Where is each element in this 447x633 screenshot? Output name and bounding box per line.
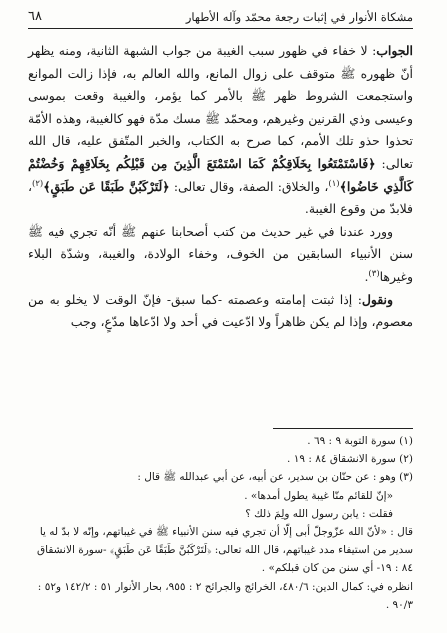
footnote-ref: (١) xyxy=(328,178,340,189)
answer-text: : لا خفاء في ظهور سبب الغيبة من جواب الشبهة الثانية، ومنه يظهر أنّ ظهوره ﷺ متوقف على زوال المانع، والله العالم به، فإذا زالت الموانع واستجمعت الشروط ظهر ﷺ بالأمر كما يؤمر، والغيبة وقعت بموسى وعيسى وذي القرنين وغيرهم، ومحمّد ﷺ مسك مدّة فهو كالغيبة، وهذه الأمّة تحذوا حذو تلك الأمم، كما صرح به الكتاب، والخبر المتّفق عليه، قال الله تعالى: xyxy=(28,43,413,171)
footnote-3-quote: «إنّ للقائم منّا غيبة يطول أمدها» . xyxy=(244,489,393,502)
footnote-3-answer: قال : «لأنّ الله عزّوجلّ أبى إلّا أن تجري فيه سنن الأنبياء ﷺ في غيباتهم، وإنّه لا بدّ له يا سدير من استيفاء مدد غيباتهم، قال الله تعالى: ﴿لَتَرْكَبُنَّ طَبَقًا عَن طَبَقٍ﴾ -سورة الانشقاق ٨٤ : ١٩- أي سنن من كان قبلكم» . xyxy=(37,526,413,575)
answer-text-mid: ، والخلاق: الصفة، وقال تعالى: xyxy=(173,178,329,194)
answer-text-end: ، فلابدّ من وقوع الغيبة. xyxy=(28,178,413,217)
page-header xyxy=(28,8,413,26)
footnote-3-question: فقلت : يابن رسول الله ولِمَ ذلك ؟ xyxy=(245,507,393,520)
we-say-lead: ونقول xyxy=(361,291,393,307)
footnote-2: (٢) سورة الانشقاق ٨٤ : ١٩ . xyxy=(287,453,413,466)
main-text xyxy=(28,40,413,334)
narrations-end: . xyxy=(364,268,369,284)
paragraph-answer xyxy=(28,40,413,221)
answer-lead: الجواب xyxy=(376,43,413,58)
footnote-rule xyxy=(273,428,413,429)
footnotes xyxy=(28,432,413,614)
quran-quote: ﴿لَتَرْكَبُنَّ طَبَقًا عَن طَبَقٍ﴾ xyxy=(43,178,170,194)
page-number: ٦٨ xyxy=(28,9,42,24)
footnote-ref: (٢) xyxy=(32,178,44,189)
narrations-text: وورد عندنا في غير حديث من كتب أصحابنا عنهم ﷺ أنّه تجري فيه ﷺ سنن الأنبياء السابقين من الخوف، وخفاء الولادة، والغيبة، وشدّة البلاء وغيرها xyxy=(28,223,413,284)
header-rule xyxy=(28,28,413,29)
paragraph-narrations xyxy=(28,221,413,289)
footnote-ref: (٣) xyxy=(368,268,380,279)
footnote-1: (١) سورة التوبة ٩ : ٦٩ . xyxy=(307,435,413,447)
running-title: مشكاة الأنوار في إثبات رجعة محمّد وآله الأطهار xyxy=(185,10,413,24)
quran-quote: ﴿فَاسْتَمْتَعُوا بِخَلَاقِكُمْ كَمَا اسْتَمْتَعَ الَّذِينَ مِن قَبْلِكُم بِخَلَاقِهِمْ وَخُضْتُمْ كَالَّذِي خَاضُوا﴾ xyxy=(28,155,413,194)
footnote-3: (٣) وهو : عن حنّان بن سدير، عن أبيه، عن أبي عبدالله ﷺ قال : xyxy=(137,471,413,484)
footnote-3-sources: انظره في: كمال الدين: ٤٨٠/٦، الخرائج والجرائح ٢ : ٩٥٥، بحار الأنوار ٥١ : ١٤٢/٢ و٥٢ : ٩٠/٣ . xyxy=(37,580,413,611)
we-say-text: : إذا ثبتت إمامته وعصمته -كما سبق- فإنّ الوقت لا يخلو به من معصوم، وإذا لم يكن ظاهراً ولا ادّعيت في أحد ولا ادّعاها مدّعٍ، وجب xyxy=(28,291,413,330)
paragraph-we-say xyxy=(28,289,413,334)
